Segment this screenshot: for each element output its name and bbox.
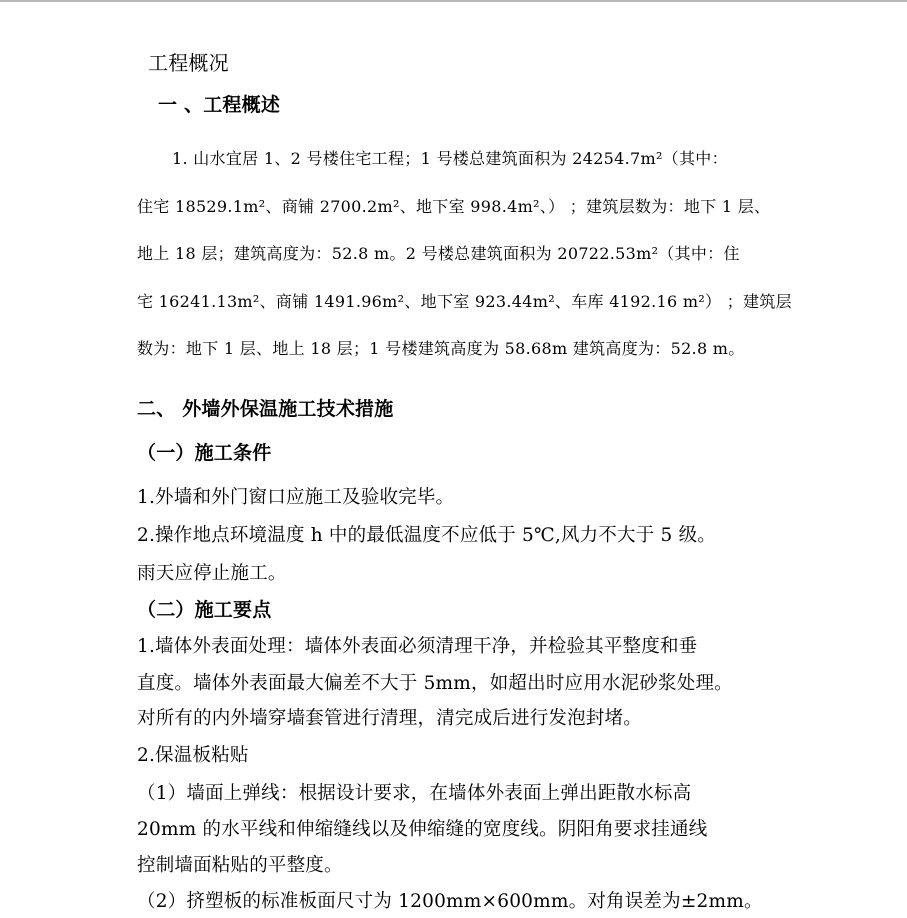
key-points-line-7: 控制墙面粘贴的平整度。	[137, 855, 343, 876]
key-points-line-8: （2）挤塑板的标准板面尺寸为 1200mm×600mm。对角误差为±2mm。	[137, 891, 763, 912]
section-heading-overview: 一 、工程概述	[158, 94, 281, 116]
subsection-heading-key-points: （二）施工要点	[137, 599, 272, 621]
section-heading-insulation: 二、 外墙外保温施工技术措施	[137, 398, 394, 420]
overview-line-2: 住宅 18529.1m²、商铺 2700.2m²、地下室 998.4m²、） ；建筑层数为：地下 1 层、	[137, 197, 771, 216]
document-title: 工程概况	[148, 51, 229, 75]
conditions-line-3: 雨天应停止施工。	[137, 563, 287, 584]
conditions-line-2: 2.操作地点环境温度 h 中的最低温度不应低于 5℃,风力不大于 5 级。	[137, 525, 716, 546]
overview-line-5: 数为：地下 1 层、地上 18 层；1 号楼建筑高度为 58.68m 建筑高度为：52.8 m。	[137, 339, 745, 358]
overview-line-3: 地上 18 层；建筑高度为：52.8 m。2 号楼总建筑面积为 20722.53m²（其中：住	[137, 244, 740, 263]
subsection-heading-conditions: （一）施工条件	[137, 442, 272, 464]
overview-line-1: 1. 山水宜居 1、2 号楼住宅工程；1 号楼总建筑面积为 24254.7m²（其中：	[172, 149, 728, 168]
overview-line-4: 宅 16241.13m²、商铺 1491.96m²、地下室 923.44m²、车库 4192.16 m²） ；建筑层	[137, 292, 792, 311]
key-points-line-2: 直度。墙体外表面最大偏差不大于 5mm，如超出时应用水泥砂浆处理。	[137, 673, 733, 694]
conditions-line-1: 1.外墙和外门窗口应施工及验收完毕。	[137, 487, 455, 508]
key-points-line-5: （1）墙面上弹线：根据设计要求，在墙体外表面上弹出距散水标高	[137, 783, 692, 804]
key-points-line-1: 1.墙体外表面处理：墙体外表面必须清理干净，并检验其平整度和垂	[137, 636, 698, 657]
key-points-line-4: 2.保温板粘贴	[137, 745, 249, 766]
key-points-line-6: 20mm 的水平线和伸缩缝线以及伸缩缝的宽度线。阴阳角要求挂通线	[137, 819, 708, 840]
key-points-line-3: 对所有的内外墙穿墙套管进行清理，清完成后进行发泡封堵。	[137, 708, 642, 729]
